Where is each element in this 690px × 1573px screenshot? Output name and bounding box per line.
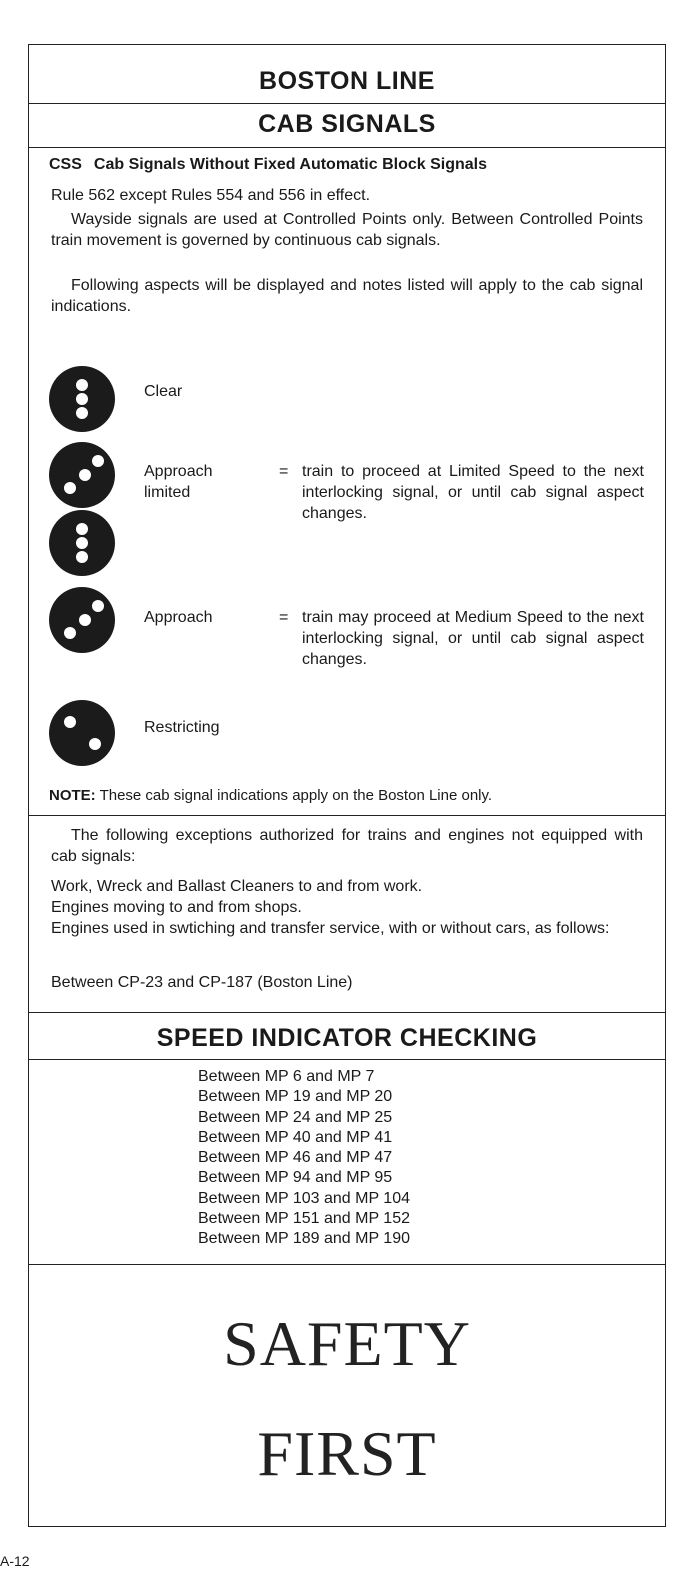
aspect-name-clear: Clear	[144, 383, 183, 400]
exception-item: Work, Wreck and Ballast Cleaners to and from work.	[51, 878, 423, 895]
list-item: Between MP 19 and MP 20	[198, 1088, 393, 1106]
diagonal-three-dot-signal-icon	[49, 587, 115, 653]
exceptions-location: Between CP-23 and CP-187 (Boston Line)	[51, 974, 353, 991]
section-title: BOSTON LINE	[29, 45, 665, 104]
divider	[29, 815, 665, 816]
list-item: Between MP 151 and MP 152	[198, 1210, 410, 1228]
equals-sign: =	[279, 609, 289, 626]
list-item: Between MP 40 and MP 41	[198, 1128, 393, 1146]
css-code: CSS	[49, 156, 82, 173]
note-label: NOTE:	[49, 787, 96, 804]
page-frame	[28, 44, 666, 1527]
list-item: Between MP 24 and MP 25	[198, 1108, 393, 1126]
note	[49, 787, 492, 804]
aspects-intro-paragraph: Following aspects will be displayed and notes listed will apply to the cab signal indications.	[51, 277, 643, 315]
aspect-name-approach: Approach	[144, 609, 213, 626]
exceptions-list	[51, 876, 643, 939]
list-item: Between MP 94 and MP 95	[198, 1169, 393, 1187]
speed-check-title: SPEED INDICATOR CHECKING	[29, 1012, 665, 1060]
exception-item: Engines used in swtiching and transfer service, with or without cars, as follows:	[51, 920, 610, 937]
list-item: Between MP 46 and MP 47	[198, 1149, 393, 1167]
divider	[29, 1264, 665, 1265]
aspect-description-approach-limited: train to proceed at Limited Speed to the next interlocking signal, or until cab signal aspect changes.	[302, 463, 644, 522]
css-heading	[49, 156, 487, 174]
css-heading-text: Cab Signals Without Fixed Automatic Block Signals	[93, 156, 487, 173]
slogan-line-1: SAFETY	[223, 1308, 471, 1379]
aspect-name-line: Approach	[144, 463, 213, 480]
vertical-three-dot-signal-icon	[49, 510, 115, 576]
aspect-description-approach: train may proceed at Medium Speed to the next interlocking signal, or until cab signal aspect changes.	[302, 609, 644, 668]
list-item: Between MP 103 and MP 104	[198, 1189, 410, 1207]
vertical-three-dot-signal-icon	[49, 366, 115, 432]
aspect-name-restricting: Restricting	[144, 719, 220, 736]
exception-item: Engines moving to and from shops.	[51, 899, 302, 916]
page-number: A-12	[0, 1553, 30, 1569]
aspect-name-approach-limited	[144, 461, 213, 503]
aspect-name-line: limited	[144, 484, 191, 501]
note-text: These cab signal indications apply on the Boston Line only.	[99, 787, 493, 804]
wayside-paragraph: Wayside signals are used at Controlled Points only. Between Controlled Points train movement is governed by continuous cab signals.	[51, 211, 643, 249]
section-subtitle: CAB SIGNALS	[29, 103, 665, 148]
diagonal-three-dot-signal-icon	[49, 442, 115, 508]
restricting-signal-icon	[49, 700, 115, 766]
list-item: Between MP 6 and MP 7	[198, 1068, 375, 1085]
exceptions-intro: The following exceptions authorized for trains and engines not equipped with cab signals:	[51, 827, 643, 865]
speed-check-list	[198, 1067, 410, 1250]
list-item: Between MP 189 and MP 190	[198, 1230, 410, 1248]
equals-sign: =	[279, 463, 289, 480]
rule-paragraph: Rule 562 except Rules 554 and 556 in effect.	[51, 187, 371, 204]
slogan-line-2: FIRST	[257, 1418, 437, 1489]
